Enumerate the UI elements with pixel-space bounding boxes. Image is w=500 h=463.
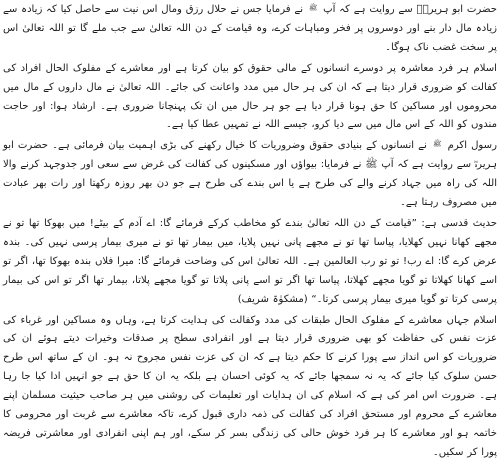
paragraph-1	[3, 1, 497, 58]
paragraph-5	[3, 312, 497, 463]
paragraph-1-text-before: حضرت ابو ہریرہؓ سے روایت ہے کہ آپ	[323, 4, 497, 15]
paragraph-2	[3, 60, 497, 136]
paragraph-1-text-after: نے فرمایا جس نے حلال رزق ومال اس نیت سے حاصل کیا کہ زیادہ سے زیادہ مال دار بنے اور دوسروں پر فخر ومباہات کرے، وہ قیامت کے دن اللہ تعالیٰ سے جب ملے گا تو اللہ تعالیٰ اس پر سخت غضب ناک ہوگا۔	[3, 4, 497, 53]
paragraph-4-text: حدیث قدسی ہے: ”قیامت کے دن اللہ تعالیٰ بندے کو مخاطب کرکے فرمائے گا: اے آدم کے بیٹے! میں بھوکا تھا تو نے مجھے کھانا نہیں کھلایا، پیاسا تھا تو نے مجھے پانی نہیں پلایا، میں بیمار تھا تو نے میری بیمار پرسی نہیں کی۔ بندہ عرض کرے گا: اے رب! تو تو رب العالمین ہے۔ اللہ تعالیٰ اس کی وضاحت فرمائے گا: میرا فلاں بندہ بھوکا تھا، اگر تو اسے کھانا کھلاتا تو گویا مجھے کھلاتا، پیاسا تھا اگر تو اسے پانی پلاتا تو گویا مجھے پلاتا، بیمار تھا اگر تو اس کی بیمار پرسی کرتا تو گویا میری بیمار پرسی کرتا۔“ (مشکوٰۃ شریف)	[3, 217, 497, 305]
paragraph-3	[3, 137, 497, 213]
paragraph-2-text: اسلام ہر فرد معاشرہ پر دوسرے انسانوں کے مالی حقوق کو بیان کرتا ہے اور معاشرے کے مفلوک الحال افراد کی کفالت کو ضروری قرار دیتا ہے کہ ان کی ہر حال میں مدد واعانت کی جائے۔ اللہ تعالیٰ نے مال داروں کے مال میں محروموں اور مساکین کا حق ہونا قرار دیا ہے جو ہر حال میں ان تک پہنچانا ضروری ہے۔ ارشاد ہوا: اور حاجت مندوں کو اللہ کے اس مال میں سے دیا کرو، جیسے اللہ نے تمہیں عطا کیا ہے۔	[3, 62, 497, 131]
paragraph-3-text-after: نے انسانوں کے بنیادی حقوق وضروریات کا خیال رکھنے کی بڑی اہمیت بیان فرمائی ہے۔ حضرت ابو ہریرہؓ سے روایت ہے کہ آپ ﷺ نے فرمایا: بیواؤں اور مسکینوں کی کفالت کی غرض سے سعی اور جدوجہد کرنے والا اللہ کی راہ میں جہاد کرنے والے کی طرح ہے یا اس بندے کی طرح ہے جو دن بھر روزہ رکھتا اور رات بھر عبادت میں مصروف رہتا ہے۔	[3, 140, 497, 209]
paragraph-4	[3, 215, 497, 310]
paragraph-5-text: اسلام جہاں معاشرے کے مفلوک الحال طبقات کی مدد وکفالت کی ہدایت کرتا ہے، وہاں وہ مساکین اور غرباء کی عزت نفس کی حفاظت کو بھی ضروری قرار دیتا ہے اور انفرادی سطح پر صدقات وخیرات دیتے ہوئے ان کی ضروریات کو اس انداز سے پورا کرنے کا حکم دیتا ہے کہ ان کی عزت نفس مجروح نہ ہو۔ ان کے ساتھ اس طرح حسن سلوک کیا جائے کہ یہ نہ سمجھا جائے کہ یہ کوئی احسان ہے بلکہ یہ ان کا حق ہے جو انہیں ادا کیا جا رہا ہے۔ ضرورت اس امر کی ہے کہ اسلام کی ان ہدایات اور تعلیمات کی روشنی میں ہر صاحب حیثیت مسلمان اپنے معاشرے کے محروم اور مستحق افراد کی کفالت کی ذمہ داری قبول کرے، تاکہ معاشرے سے غربت اور محرومی کا خاتمہ ہو اور معاشرے کا ہر فرد خوش حالی کی زندگی بسر کر سکے، اور ہم اپنی انفرادی اور معاشرتی فریضہ پورا کر سکیں۔	[3, 314, 497, 458]
pbuh-honorific-icon: ﷺ	[433, 140, 442, 149]
pbuh-honorific-icon: ﷺ	[308, 4, 318, 12]
paragraph-3-text-before: رسول اکرم	[447, 140, 497, 152]
